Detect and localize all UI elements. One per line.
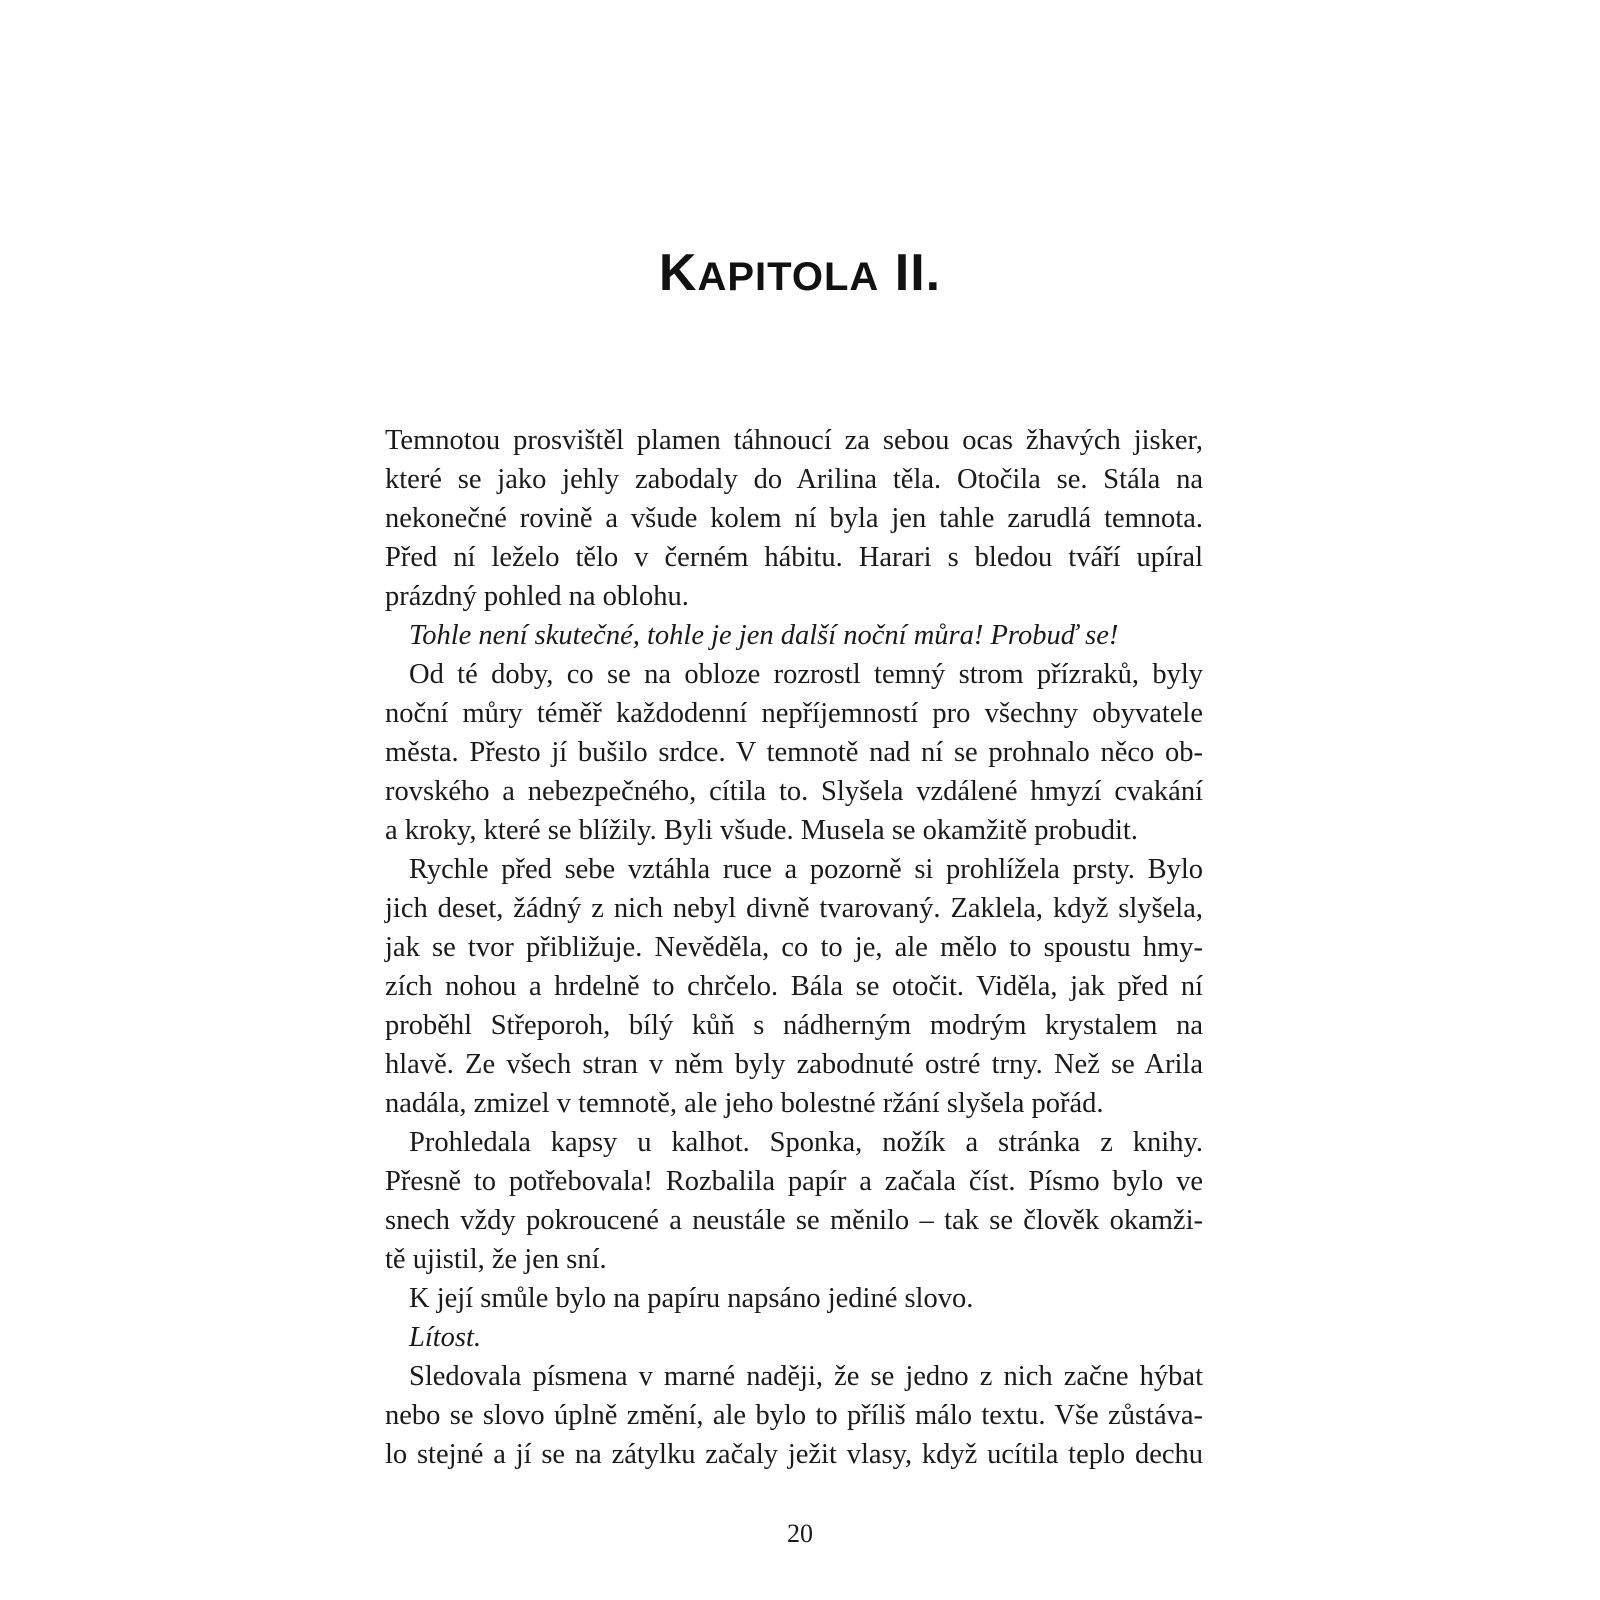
body-line: zích nohou a hrdelně to chrčelo. Bála se otočit. Viděla, jak před ní [385,971,1203,1002]
chapter-body [385,421,1203,1474]
body-line: Před ní leželo tělo v černém hábitu. Harari s bledou tváří upíral [385,542,1203,573]
body-line: a kroky, které se blížily. Byli všude. Musela se okamžitě probudit. [385,815,1138,846]
body-line: nekonečné rovině a všude kolem ní byla jen tahle zarudlá temnota. [385,503,1203,534]
body-line: lo stejné a jí se na zátylku začaly ježit vlasy, když ucítila teplo dechu [385,1439,1203,1470]
body-line: proběhl Střeporoh, bílý kůň s nádherným modrým krystalem na [385,1010,1203,1041]
body-line: Temnotou prosvištěl plamen táhnoucí za sebou ocas žhavých jisker, [385,425,1203,456]
body-line: hlavě. Ze všech stran v něm byly zabodnuté ostré trny. Než se Arila [385,1049,1203,1080]
body-line: K její smůle bylo na papíru napsáno jediné slovo. [409,1283,974,1314]
body-line: Prohledala kapsy u kalhot. Sponka, nožík a stránka z knihy. [409,1127,1203,1158]
body-line: které se jako jehly zabodaly do Arilina těla. Otočila se. Stála na [385,464,1203,495]
body-line: tě ujistil, že jen sní. [385,1244,607,1275]
body-line: rovského a nebezpečného, cítila to. Slyšela vzdálené hmyzí cvakání [385,776,1203,807]
body-line: Sledovala písmena v marné naději, že se jedno z nich začne hýbat [409,1361,1203,1392]
body-line: města. Přesto jí bušilo srdce. V temnotě nad ní se prohnalo něco ob- [385,737,1203,768]
body-line: nebo se slovo úplně změní, ale bylo to příliš málo textu. Vše zůstáva- [385,1400,1203,1431]
body-line: jak se tvor přibližuje. Nevěděla, co to je, ale mělo to spoustu hmy- [385,932,1203,963]
page-number: 20 [787,1519,813,1548]
body-line: snech vždy pokroucené a neustále se měnilo – tak se člověk okamži- [385,1205,1203,1236]
body-line: Přesně to potřebovala! Rozbalila papír a začala číst. Písmo bylo ve [385,1166,1203,1197]
chapter-title-rest: APITOLA [697,255,880,299]
body-line: Od té doby, co se na obloze rozrostl temný strom přízraků, byly [409,659,1203,690]
chapter-title-initial: K [658,244,698,302]
body-line: Lítost. [409,1322,482,1353]
body-line: noční můry téměř každodenní nepříjemností pro všechny obyvatele [385,698,1203,729]
body-line: Rychle před sebe vztáhla ruce a pozorně si prohlížela prsty. Bylo [409,854,1203,885]
body-line: nadála, zmizel v temnotě, ale jeho bolestné ržání slyšela pořád. [385,1088,1104,1119]
body-line: Tohle není skutečné, tohle je jen další noční můra! Probuď se! [409,620,1119,651]
chapter-title-numeral: II. [894,244,942,302]
body-line: jich deset, žádný z nich nebyl divně tvarovaný. Zaklela, když slyšela, [385,893,1203,924]
body-line: prázdný pohled na oblohu. [385,581,689,612]
chapter-title [0,243,1600,303]
